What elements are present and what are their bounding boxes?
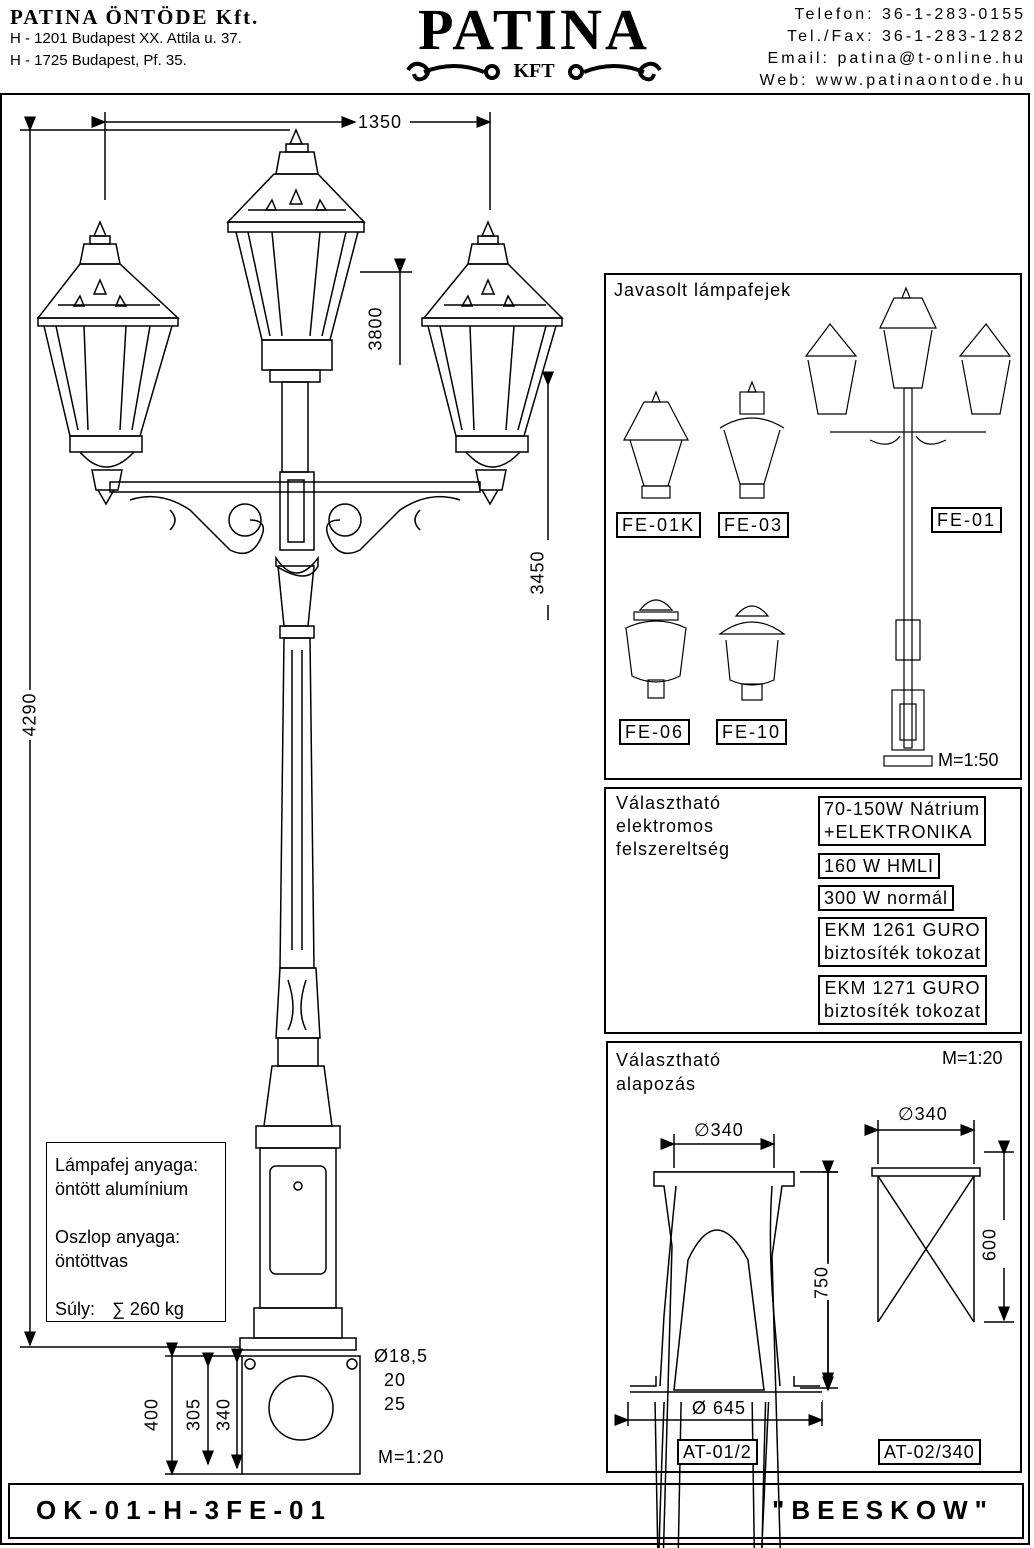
weight <box>55 1297 217 1321</box>
base-dim-340: 340 <box>213 1397 234 1432</box>
at01-top-dim: ∅340 <box>694 1120 744 1140</box>
electrical-option-4-line-1: EKM 1261 GURO <box>824 920 981 940</box>
electrical-title-1: Választható <box>616 793 722 813</box>
label-fe-01k: FE-01K <box>616 512 701 538</box>
at02-label: AT-02/340 <box>878 1439 981 1465</box>
lamp-heads-title: Javasolt lámpafejek <box>614 280 792 300</box>
address-line-2: H - 1725 Budapest, Pf. 35. <box>10 52 187 69</box>
electrical-option-4-line-2: biztosíték tokozat <box>824 943 982 963</box>
electrical-option-2: 160 W HMLI <box>818 853 940 879</box>
base-dim-305: 305 <box>183 1397 204 1432</box>
label-fe-10: FE-10 <box>716 719 787 745</box>
foundation-panel <box>606 1041 1022 1473</box>
electrical-option-5-line-2: biztosíték tokozat <box>824 1001 982 1021</box>
foundation-scale: M=1:20 <box>942 1048 1003 1068</box>
dim-width: 1350 <box>358 112 403 132</box>
base-dim-20: 20 <box>384 1370 407 1390</box>
dim-center-height: 3800 <box>365 306 386 351</box>
pole-material-value: öntöttvas <box>55 1251 129 1271</box>
email: Email: patina@t-online.hu <box>767 50 1026 67</box>
electrical-title-2: elektromos <box>616 816 715 836</box>
address-line-1: H - 1201 Budapest XX. Attila u. 37. <box>10 30 242 47</box>
electrical-title <box>616 792 730 861</box>
dim-total-height: 4290 <box>19 692 40 737</box>
foundation-title-1: Választható <box>616 1050 722 1070</box>
head-material-label: Lámpafej anyaga: <box>55 1155 199 1175</box>
at02-top-dim: ∅340 <box>898 1104 948 1124</box>
fax: Tel./Fax: 36-1-283-1282 <box>787 28 1026 45</box>
electrical-option-1 <box>818 796 986 846</box>
label-fe-01: FE-01 <box>931 507 1002 533</box>
electrical-option-3: 300 W normál <box>818 885 954 911</box>
base-scale: M=1:20 <box>378 1447 445 1467</box>
base-dim-25: 25 <box>384 1394 407 1414</box>
label-fe-06: FE-06 <box>619 719 690 745</box>
electrical-option-1-line-1: 70-150W Nátrium <box>824 799 981 819</box>
materials-box <box>46 1142 226 1322</box>
weight-value: ∑ 260 kg <box>112 1299 184 1319</box>
lamp-heads-scale: M=1:50 <box>938 750 999 770</box>
electrical-option-5-line-1: EKM 1271 GURO <box>824 978 981 998</box>
base-hole-dim: Ø18,5 <box>374 1346 429 1366</box>
product-name: "BEESKOW" <box>772 1495 994 1525</box>
at01-label: AT-01/2 <box>677 1439 758 1465</box>
base-dim-400: 400 <box>141 1397 162 1432</box>
at02-height-dim: 600 <box>979 1227 1000 1262</box>
foundation-title <box>616 1048 721 1096</box>
weight-label: Súly: <box>55 1299 96 1319</box>
label-fe-03: FE-03 <box>718 512 789 538</box>
phone: Telefon: 36-1-283-0155 <box>794 6 1026 23</box>
logo-sub: KFT <box>513 60 555 82</box>
electrical-option-4 <box>818 917 987 967</box>
foundation-title-2: alapozás <box>616 1074 697 1094</box>
electrical-title-3: felszereltség <box>616 839 731 859</box>
electrical-option-5 <box>818 975 987 1025</box>
dim-arm-height: 3450 <box>527 550 548 595</box>
at01-bottom-dim: Ø 645 <box>692 1398 747 1418</box>
pole-material-label: Oszlop anyaga: <box>55 1227 181 1247</box>
electrical-option-1-line-2: +ELEKTRONIKA <box>824 822 973 842</box>
at01-height-dim: 750 <box>811 1265 832 1300</box>
head-material-value: öntött alumínium <box>55 1179 189 1199</box>
product-code: OK-01-H-3FE-01 <box>36 1495 332 1525</box>
company-name: PATINA ÖNTÖDE Kft. <box>10 5 260 29</box>
logo-name: PATINA <box>418 0 650 62</box>
website: Web: www.patinaontode.hu <box>759 72 1026 89</box>
